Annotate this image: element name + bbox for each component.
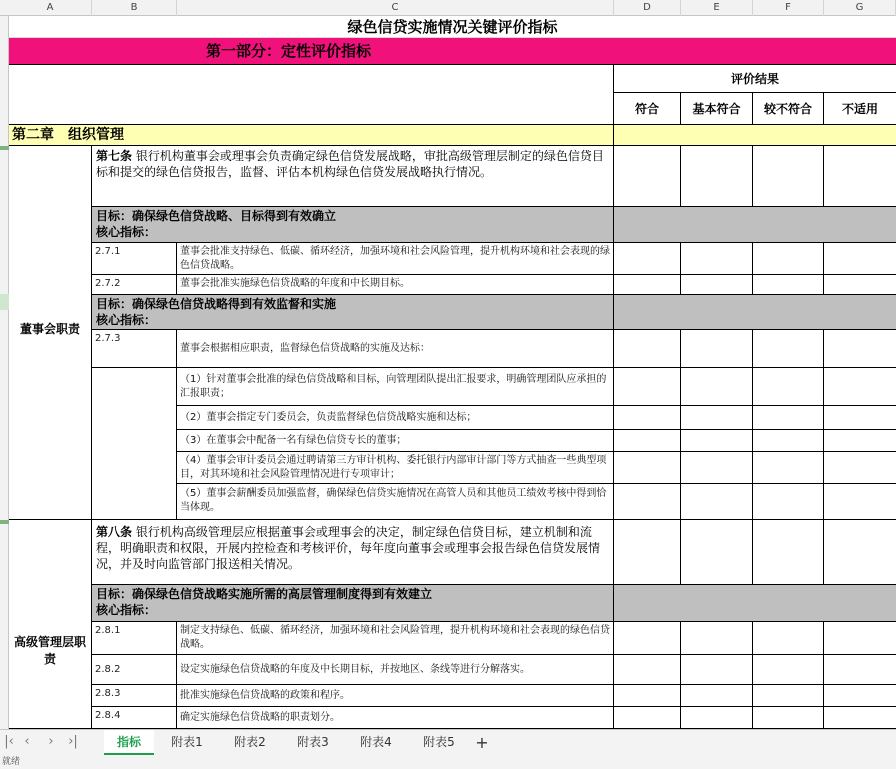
goal-3[interactable] (92, 585, 614, 622)
item-text[interactable]: 批准实施绿色信贷战略的政策和程序。 (177, 685, 614, 707)
result-cell[interactable] (681, 243, 753, 275)
row-marker (0, 520, 9, 524)
result-cell[interactable] (753, 655, 824, 685)
sub-item[interactable]: （3）在董事会中配备一名有绿色信贷专长的董事； (177, 430, 614, 452)
result-cell[interactable] (753, 368, 824, 406)
result-cell[interactable] (614, 622, 681, 655)
result-col-na[interactable]: 不适用 (824, 93, 896, 125)
sub-number-cell[interactable] (92, 368, 177, 520)
result-cell[interactable] (681, 275, 753, 295)
sub-item[interactable]: （5）董事会薪酬委员加强监督，确保绿色信贷实施情况在高管人员和其他员工绩效考核中得到恰当体现。 (177, 484, 614, 520)
result-cell[interactable] (614, 430, 681, 452)
row-header-strip[interactable] (0, 16, 9, 729)
goal-3-result[interactable] (614, 585, 896, 622)
core-label: 核心指标： (96, 313, 157, 327)
result-cell[interactable] (753, 452, 824, 484)
result-cell[interactable] (614, 275, 681, 295)
result-cell[interactable] (614, 452, 681, 484)
status-bar (0, 755, 896, 769)
goal-2-result[interactable] (614, 295, 896, 330)
article-7-lead: 第七条 (96, 149, 133, 163)
header-blank-cell[interactable] (9, 65, 614, 125)
result-cell[interactable] (824, 146, 896, 207)
last-sheet-icon[interactable]: ›| (68, 734, 78, 749)
section-board[interactable]: 董事会职责 (9, 146, 92, 520)
result-cell[interactable] (824, 430, 896, 452)
column-header-e[interactable]: E (681, 0, 753, 16)
result-cell[interactable] (681, 406, 753, 430)
status-text: 就绪 (2, 757, 21, 767)
sheet-tab-bar (0, 729, 896, 755)
result-cell[interactable] (614, 655, 681, 685)
result-cell[interactable] (753, 275, 824, 295)
sheet-tab-main[interactable]: 指标 (104, 730, 154, 755)
result-cell[interactable] (824, 707, 896, 729)
result-cell[interactable] (753, 146, 824, 207)
chapter-result-cell[interactable] (614, 125, 896, 146)
section-senior[interactable]: 高级管理层职责 (9, 520, 92, 729)
result-header[interactable]: 评价结果 (614, 65, 896, 93)
item-number[interactable]: 2.7.3 (92, 330, 177, 368)
result-cell[interactable] (824, 275, 896, 295)
result-cell[interactable] (681, 685, 753, 707)
next-sheet-icon[interactable]: › (48, 734, 54, 749)
result-cell[interactable] (824, 452, 896, 484)
result-cell[interactable] (824, 330, 896, 368)
item-number[interactable]: 2.7.1 (92, 243, 177, 275)
result-cell[interactable] (824, 243, 896, 275)
result-cell[interactable] (681, 330, 753, 368)
sheet-tab-appendix4[interactable]: 附表4 (360, 735, 392, 749)
item-number[interactable]: 2.8.3 (92, 685, 177, 707)
column-header-b[interactable]: B (92, 0, 177, 16)
article-7[interactable] (92, 146, 614, 207)
goal-1-text: 目标：确保绿色信贷战略、目标得到有效确立 (96, 209, 337, 223)
spreadsheet-grid[interactable] (9, 16, 896, 729)
goal-1-result[interactable] (614, 207, 896, 243)
result-cell[interactable] (824, 685, 896, 707)
sub-item[interactable]: （1）针对董事会批准的绿色信贷战略和目标，向管理团队提出汇报要求，明确管理团队应承担的汇报职责； (177, 368, 614, 406)
sheet-title[interactable]: 绿色信贷实施情况关键评价指标 (9, 16, 896, 38)
result-cell[interactable] (824, 484, 896, 520)
item-text[interactable]: 制定支持绿色、低碳、循环经济，加强环境和社会风险管理，提升机构环境和社会表现的绿色信贷战略。 (177, 622, 614, 655)
goal-2[interactable] (92, 295, 614, 330)
column-header-f[interactable]: F (753, 0, 824, 16)
column-header-d[interactable]: D (614, 0, 681, 16)
article-7-text: 银行机构董事会或理事会负责确定绿色信贷发展战略，审批高级管理层制定的绿色信贷目标和提交的绿色信贷报告，监督、评估本机构绿色信贷发展战略执行情况。 (96, 149, 604, 179)
item-text[interactable]: 董事会批准支持绿色、低碳、循环经济，加强环境和社会风险管理，提升机构环境和社会表现的绿色信贷战略。 (177, 243, 614, 275)
result-cell[interactable] (753, 243, 824, 275)
result-cell[interactable] (614, 406, 681, 430)
result-cell[interactable] (681, 452, 753, 484)
item-text[interactable]: 确定实施绿色信贷战略的职责划分。 (177, 707, 614, 729)
sheet-tab-appendix1[interactable]: 附表1 (171, 735, 203, 749)
goal-3-text: 目标：确保绿色信贷战略实施所需的高层管理制度得到有效建立 (96, 587, 433, 601)
result-cell[interactable] (614, 243, 681, 275)
part-one-header[interactable]: 第一部分：定性评价指标 (9, 38, 896, 65)
result-cell[interactable] (681, 707, 753, 729)
result-col-comply[interactable]: 符合 (614, 93, 681, 125)
article-8[interactable] (92, 520, 614, 585)
result-cell[interactable] (824, 520, 896, 585)
sheet-tab-appendix3[interactable]: 附表3 (297, 735, 329, 749)
result-cell[interactable] (681, 146, 753, 207)
core-label: 核心指标： (96, 603, 157, 617)
result-cell[interactable] (614, 520, 681, 585)
sheet-tab-appendix2[interactable]: 附表2 (234, 735, 266, 749)
column-header-a[interactable]: A (9, 0, 92, 16)
row-marker (0, 294, 9, 310)
result-cell[interactable] (753, 330, 824, 368)
item-number[interactable]: 2.8.1 (92, 622, 177, 655)
sheet-tab-appendix5[interactable]: 附表5 (423, 735, 455, 749)
result-cell[interactable] (614, 368, 681, 406)
result-cell[interactable] (753, 484, 824, 520)
result-cell[interactable] (753, 685, 824, 707)
result-cell[interactable] (753, 406, 824, 430)
item-number[interactable]: 2.8.4 (92, 707, 177, 729)
result-cell[interactable] (614, 330, 681, 368)
result-cell[interactable] (614, 685, 681, 707)
result-cell[interactable] (824, 622, 896, 655)
core-label: 核心指标： (96, 225, 157, 239)
goal-1[interactable] (92, 207, 614, 243)
result-cell[interactable] (824, 655, 896, 685)
item-text[interactable]: 董事会根据相应职责，监督绿色信贷战略的实施及达标： (177, 330, 614, 368)
result-cell[interactable] (614, 707, 681, 729)
item-number[interactable]: 2.7.2 (92, 275, 177, 295)
item-text[interactable]: 设定实施绿色信贷战略的年度及中长期目标，并按地区、条线等进行分解落实。 (177, 655, 614, 685)
result-cell[interactable] (681, 520, 753, 585)
add-sheet-button[interactable]: + (475, 733, 489, 752)
first-sheet-icon[interactable]: |‹ (4, 734, 14, 749)
result-cell[interactable] (681, 484, 753, 520)
column-header-g[interactable]: G (824, 0, 896, 16)
chapter-heading[interactable]: 第二章 组织管理 (9, 125, 614, 146)
item-number[interactable]: 2.8.2 (92, 655, 177, 685)
result-cell[interactable] (681, 430, 753, 452)
sub-item[interactable]: （2）董事会指定专门委员会，负责监督绿色信贷战略实施和达标； (177, 406, 614, 430)
sub-item[interactable]: （4）董事会审计委员会通过聘请第三方审计机构、委托银行内部审计部门等方式抽查一些典型项目，对其环境和社会风险管理情况进行专项审计； (177, 452, 614, 484)
result-cell[interactable] (753, 520, 824, 585)
goal-2-text: 目标：确保绿色信贷战略得到有效监督和实施 (96, 297, 337, 311)
result-col-poor[interactable]: 较不符合 (753, 93, 824, 125)
result-cell[interactable] (614, 484, 681, 520)
result-cell[interactable] (824, 406, 896, 430)
article-8-text: 银行机构高级管理层应根据董事会或理事会的决定，制定绿色信贷目标，建立机制和流程，明确职责和权限，开展内控检查和考核评价，每年度向董事会或理事会报告绿色信贷发展情况，并及时向监管部门报送相关情况。 (96, 525, 601, 571)
result-cell[interactable] (681, 368, 753, 406)
row-marker (0, 146, 9, 150)
column-header-bar (0, 0, 896, 16)
item-text[interactable]: 董事会批准实施绿色信贷战略的年度和中长期目标。 (177, 275, 614, 295)
result-cell[interactable] (753, 622, 824, 655)
result-cell[interactable] (824, 368, 896, 406)
result-cell[interactable] (681, 655, 753, 685)
result-cell[interactable] (753, 707, 824, 729)
prev-sheet-icon[interactable]: ‹ (24, 734, 30, 749)
column-header-c[interactable]: C (177, 0, 614, 16)
result-col-basic[interactable]: 基本符合 (681, 93, 753, 125)
result-cell[interactable] (681, 622, 753, 655)
result-cell[interactable] (753, 430, 824, 452)
article-8-lead: 第八条 (96, 525, 133, 539)
result-cell[interactable] (614, 146, 681, 207)
